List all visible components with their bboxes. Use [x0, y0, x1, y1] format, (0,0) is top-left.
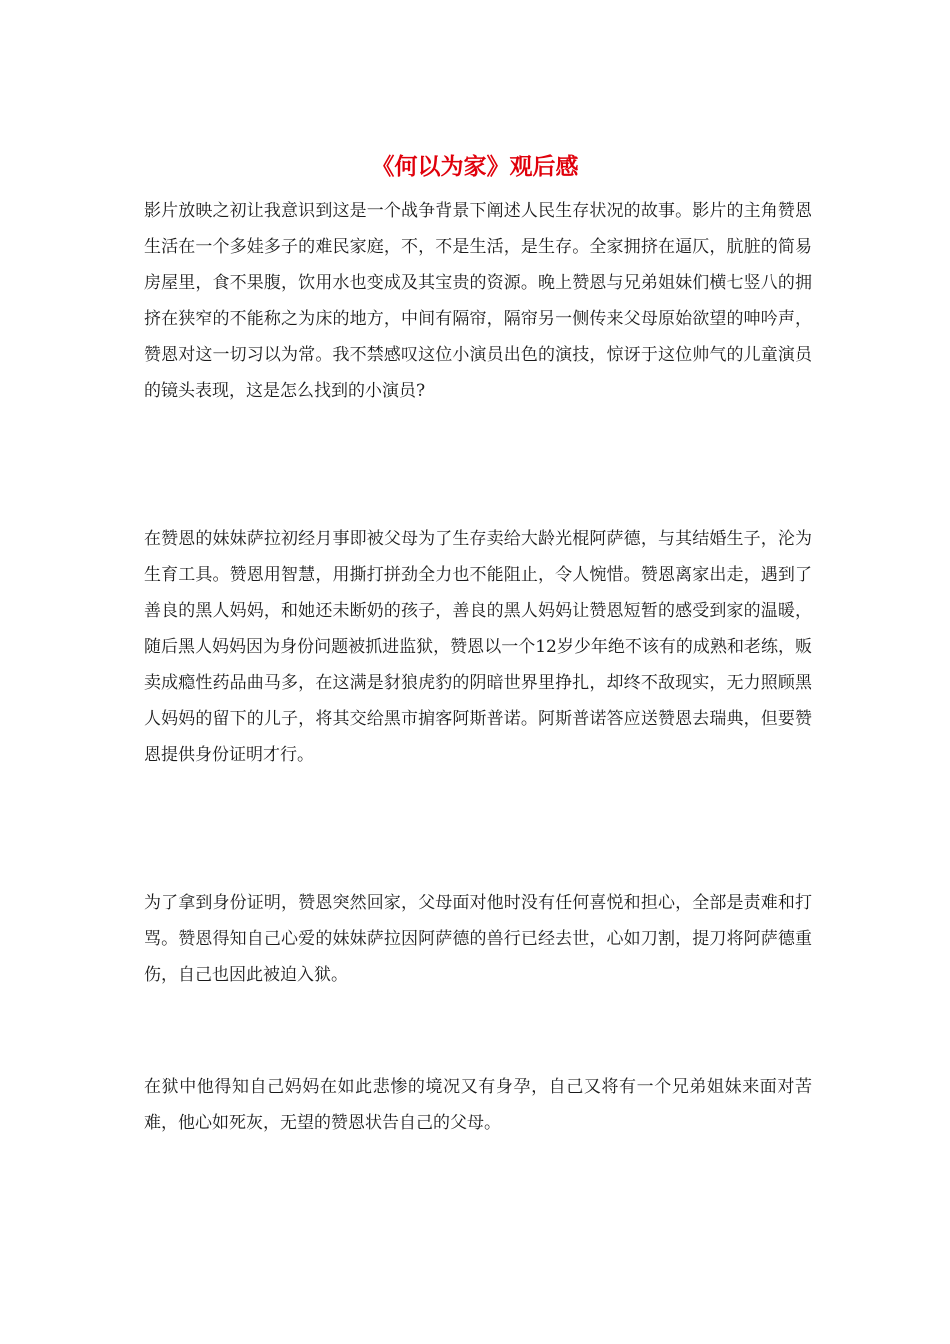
paragraph-2: 在赞恩的妹妹萨拉初经月事即被父母为了生存卖给大龄光棍阿萨德，与其结婚生子，沦为生育工具。赞恩用智慧，用撕打拼劲全力也不能阻止，令人惋惜。赞恩离家出走，遇到了善良的黑人妈妈，和她还未断奶的孩子，善良的黑人妈妈让赞恩短暂的感受到家的温暖，随后黑人妈妈因为身份问题被抓进监狱，赞恩以一个12岁少年绝不该有的成熟和老练，贩卖成瘾性药品曲马多，在这满是豺狼虎豹的阴暗世界里挣扎，却终不敌现实，无力照顾黑人妈妈的留下的儿子，将其交给黑市掮客阿斯普诺。阿斯普诺答应送赞恩去瑞典，但要赞恩提供身份证明才行。	[144, 529, 812, 765]
paragraph-1: 影片放映之初让我意识到这是一个战争背景下阐述人民生存状况的故事。影片的主角赞恩生活在一个多娃多子的难民家庭，不，不是生活，是生存。全家拥挤在逼仄，肮脏的简易房屋里，食不果腹，饮用水也变成及其宝贵的资源。晚上赞恩与兄弟姐妹们横七竖八的拥挤在狭窄的不能称之为床的地方，中间有隔帘，隔帘另一侧传来父母原始欲望的呻吟声，赞恩对这一切习以为常。我不禁感叹这位小演员出色的演技，惊讶于这位帅气的儿童演员的镜头表现，这是怎么找到的小演员?	[144, 201, 812, 401]
document-title: 《何以为家》观后感	[371, 153, 579, 180]
paragraph-3: 为了拿到身份证明，赞恩突然回家，父母面对他时没有任何喜悦和担心，全部是责难和打骂。赞恩得知自己心爱的妹妹萨拉因阿萨德的兽行已经去世，心如刀割，提刀将阿萨德重伤，自己也因此被迫入狱。	[144, 893, 812, 985]
paragraph-4: 在狱中他得知自己妈妈在如此悲惨的境况又有身孕，自己又将有一个兄弟姐妹来面对苦难，他心如死灰，无望的赞恩状告自己的父母。	[144, 1077, 812, 1133]
